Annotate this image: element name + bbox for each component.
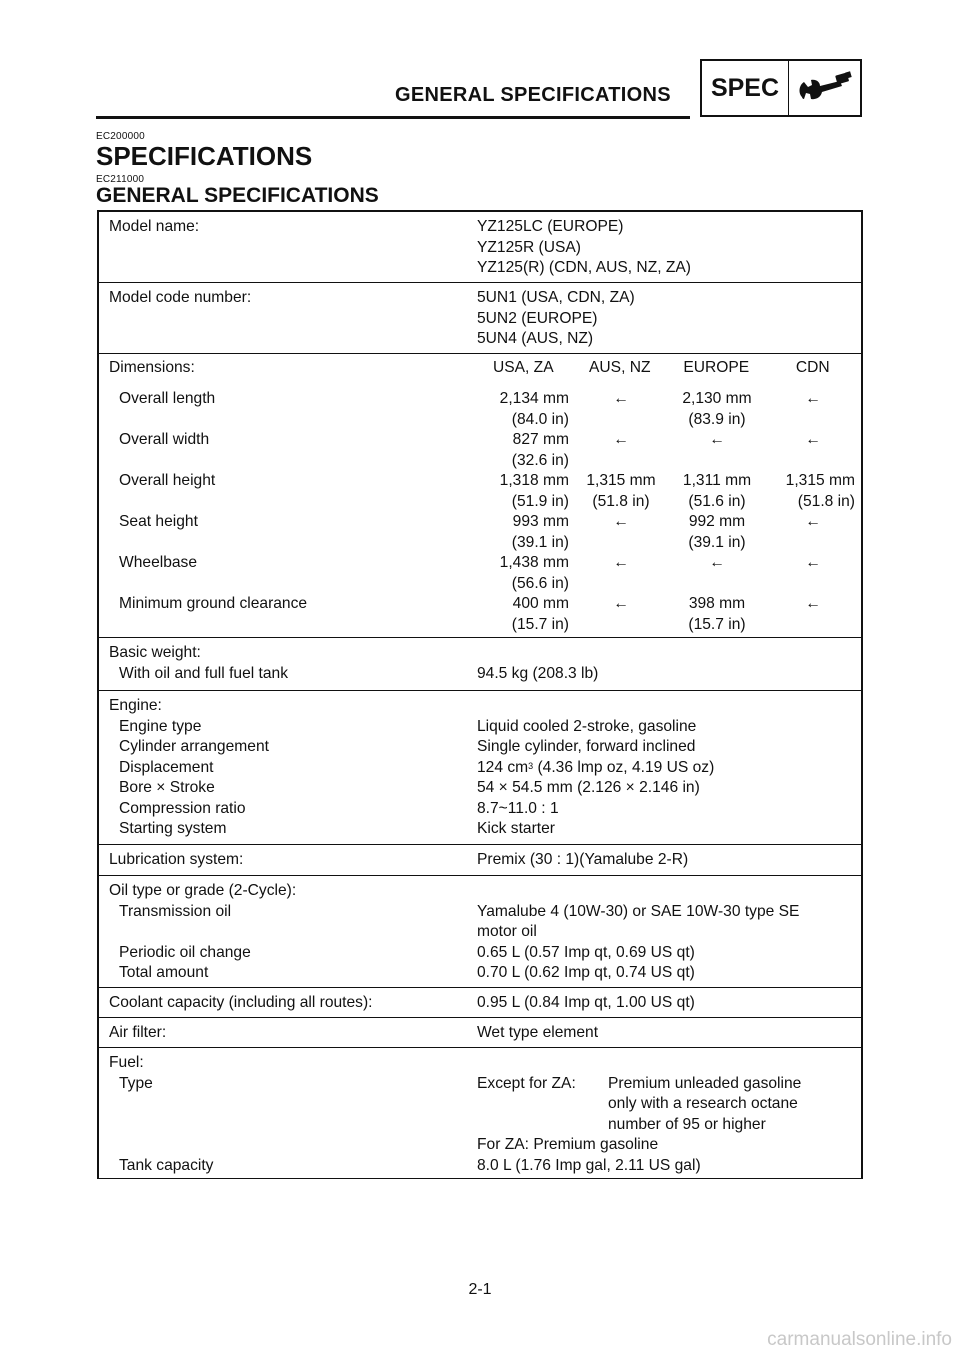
engine-label: Engine:	[109, 697, 162, 714]
watermark: carmanualsonline.info	[767, 1329, 952, 1350]
dim-row: Minimum ground clearance 400 mm (15.7 in) ← 398 mm (15.7 in) ←	[119, 595, 821, 633]
section-code: EC200000	[96, 131, 145, 142]
model-code-values: 5UN1 (USA, CDN, ZA) 5UN2 (EUROPE) 5UN4 (AUS, NZ)	[477, 289, 635, 347]
model-name-label: Model name:	[109, 218, 200, 235]
dim-row: Overall length 2,134 mm (84.0 in) ← 2,130 mm (83.9 in) ←	[119, 390, 821, 428]
row-model-name	[99, 212, 861, 283]
model-code-label: Model code number:	[109, 289, 252, 306]
row-model-code	[99, 283, 861, 354]
air-filter-value: Wet type element	[477, 1024, 599, 1041]
model-name-values: YZ125LC (EUROPE) YZ125R (USA) YZ125(R) (CDN, AUS, NZ, ZA)	[477, 218, 692, 276]
row-coolant	[99, 988, 861, 1018]
row-fuel: Fuel: Type Tank capacity Except for ZA: Premium unleaded gasoline only with a research octane number of 95 or higher For ZA: Premium gasoline 8.0 L (1.76 Imp gal, 2.11 US gal)	[99, 1048, 861, 1179]
col-usa-za: USA, ZA	[492, 359, 554, 376]
lubrication-value: Premix (30 : 1)(Yamalube 2-R)	[477, 851, 689, 868]
dimensions-label: Dimensions:	[109, 359, 195, 376]
spec-badge	[700, 59, 862, 117]
row-lubrication	[99, 845, 861, 876]
subsection-heading: GENERAL SPECIFICATIONS	[96, 184, 379, 207]
fuel-label: Fuel:	[109, 1054, 144, 1071]
dim-row: Overall width 827 mm (32.6 in) ← ← ←	[119, 431, 821, 469]
dim-row: Overall height 1,318 mm (51.9 in) 1,315 mm (51.8 in) 1,311 mm (51.6 in) 1,315 mm (51.8 in)	[119, 472, 855, 510]
page-number: 2-1	[468, 1281, 492, 1298]
col-aus-nz: AUS, NZ	[589, 359, 651, 376]
lubrication-label: Lubrication system:	[109, 851, 244, 868]
section-heading: SPECIFICATIONS	[96, 141, 313, 171]
spec-table	[97, 210, 863, 1179]
row-air-filter	[99, 1018, 861, 1048]
dim-row: Wheelbase 1,438 mm (56.6 in) ← ← ←	[119, 554, 821, 592]
basic-weight-value: 94.5 kg (208.3 lb)	[477, 664, 599, 682]
col-europe: EUROPE	[683, 359, 750, 376]
coolant-label: Coolant capacity (including all routes):	[109, 994, 373, 1011]
row-oil: Oil type or grade (2-Cycle): Transmission oil Periodic oil change Total amount Yamalube 4 (10W-30) or SAE 10W-30 type SE motor oil 0.65 L (0.57 Imp qt, 0.69 US qt) 0.70 L (0.62 Imp qt, 0.74 US qt)	[99, 876, 861, 988]
subsection-code: EC211000	[96, 174, 145, 185]
row-dimensions	[99, 354, 861, 638]
air-filter-label: Air filter:	[109, 1024, 167, 1041]
col-cdn: CDN	[795, 359, 830, 376]
page-header-title: GENERAL SPECIFICATIONS	[395, 84, 671, 106]
coolant-value: 0.95 L (0.84 Imp qt, 1.00 US qt)	[477, 994, 695, 1011]
header-rule	[96, 116, 690, 119]
basic-weight-label: Basic weight:	[109, 644, 201, 661]
row-basic-weight: Basic weight: With oil and full fuel tank 94.5 kg (208.3 lb)	[99, 638, 861, 691]
spec-badge-text: SPEC	[702, 61, 789, 115]
row-engine: Engine: Engine type Cylinder arrangement Displacement Bore × Stroke Compression ratio Starting system Liquid cooled 2-stroke, gasoline Single cylinder, forward inclined 124 $cm^3$ (4.36 lmp oz, 4.19 US oz) 54 × 54.5 mm (2.126 × 2.146 in) 8.7~11.0 : 1 Kick starter	[99, 691, 861, 845]
wrench-icon	[789, 61, 860, 115]
dim-row: Seat height 993 mm (39.1 in) ← 992 mm (39.1 in) ←	[119, 513, 821, 551]
oil-label: Oil type or grade (2-Cycle):	[109, 882, 297, 899]
